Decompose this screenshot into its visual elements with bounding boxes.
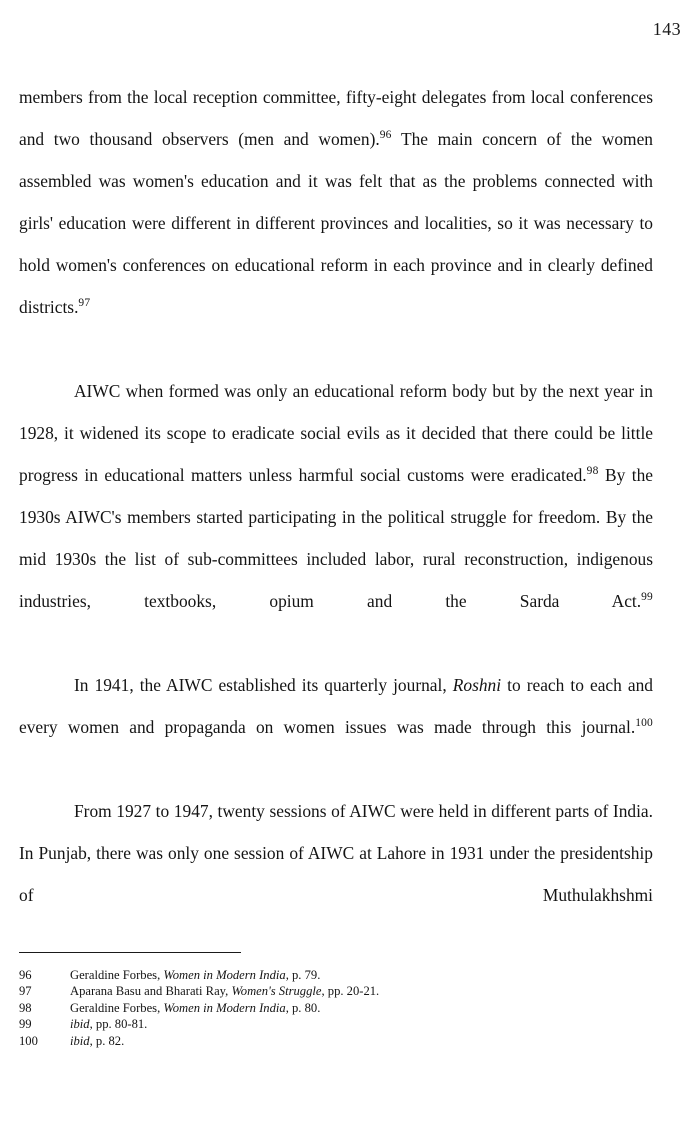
text-run: AIWC when formed was only an educational reform body but by the next year in 1928, it widened its scope to eradicate social evils as it decided that there could be little progress in educational matters unless harmful social customs were eradicated. [19, 381, 653, 485]
footnote-reference: 97 [78, 297, 91, 310]
italic-title: Roshni [452, 675, 502, 695]
text-run: The main concern of the women assembled was women's education and it was felt that as the problems connected with girls' education were different in different provinces and localities, so it was necessary to hold women's conferences on educational reform in each province and in clearly defined districts. [19, 129, 653, 317]
footnote-separator-rule [19, 952, 241, 953]
para-2 [19, 370, 653, 664]
footnote-text [70, 967, 653, 983]
page-number: 143 [652, 19, 681, 39]
italic-title: ibid [70, 1033, 90, 1048]
footnote-section [19, 952, 653, 1049]
italic-title: Women in Modern India [163, 1000, 286, 1015]
text-run: to reach to each and every women and propaganda on women issues was made through this journal. [19, 675, 653, 737]
footnote-number: 100 [19, 1033, 38, 1048]
footnote-reference: 100 [635, 717, 653, 730]
text-run: , pp. 20-21. [321, 984, 380, 999]
footnote-item [19, 967, 653, 983]
text-run: , pp. 80-81. [89, 1017, 148, 1032]
footnote-number: 98 [19, 1000, 32, 1015]
para-4 [19, 790, 653, 958]
para-3 [19, 664, 653, 790]
footnote-number: 99 [19, 1017, 32, 1032]
footnote-item [19, 1016, 653, 1032]
text-run: From 1927 to 1947, twenty sessions of AIWC were held in different parts of India. In Punjab, there was only one session of AIWC at Lahore in 1931 under the presidentship of Muthulakhshmi [19, 801, 653, 905]
text-run: members from the local reception committee, fifty-eight delegates from local conferences and two thousand observers (men and women). [19, 87, 653, 149]
text-run: Geraldine Forbes, [70, 1000, 164, 1015]
footnote-text [70, 983, 653, 999]
footnote-item [19, 983, 653, 999]
text-run: Aparana Basu and Bharati Ray, [70, 984, 232, 999]
footnote-text [70, 1000, 653, 1016]
italic-title: Women's Struggle [231, 984, 322, 999]
text-run: Geraldine Forbes, [70, 968, 164, 982]
footnote-text [70, 1016, 653, 1032]
text-run: , p. 82. [89, 1033, 125, 1048]
footnote-item [19, 1033, 653, 1049]
footnote-number: 97 [19, 984, 32, 999]
footnote-text [70, 1033, 653, 1049]
footnote-reference: 98 [586, 465, 599, 478]
text-run: By the 1930s AIWC's members started participating in the political struggle for freedom. By the mid 1930s the list of sub-committees included labor, rural reconstruction, indigenous industries, textbooks, opium and the Sarda Act. [19, 465, 653, 611]
text-run: , p. 79. [285, 968, 321, 982]
para-1 [19, 76, 653, 370]
footnote-item [19, 1000, 653, 1016]
footnote-reference: 96 [379, 129, 392, 142]
footnote-reference: 99 [641, 591, 653, 604]
footnote-number: 96 [19, 968, 32, 982]
text-run: , p. 80. [285, 1000, 321, 1015]
italic-title: ibid [70, 1017, 90, 1032]
body-text-block [19, 76, 653, 958]
italic-title: Women in Modern India [163, 968, 286, 982]
text-run: In 1941, the AIWC established its quarterly journal, [74, 675, 453, 695]
footnote-list [19, 967, 653, 1049]
